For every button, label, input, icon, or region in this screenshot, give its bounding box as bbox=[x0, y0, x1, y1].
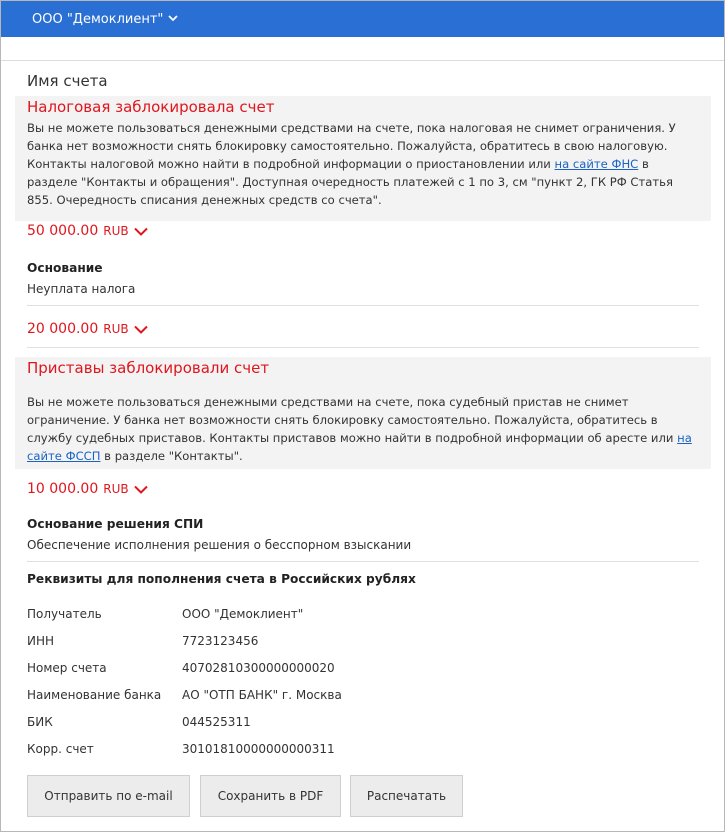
tax-block-text bbox=[27, 119, 701, 209]
header-divider bbox=[1, 60, 724, 61]
divider bbox=[27, 305, 699, 306]
tax-block-title: Налоговая заблокировала счет bbox=[27, 98, 275, 116]
requisites-value: 40702810300000000020 bbox=[182, 661, 335, 675]
requisites-row bbox=[27, 661, 335, 675]
requisites-key: Получатель bbox=[27, 607, 102, 621]
requisites-row bbox=[27, 634, 258, 648]
chevron-down-icon bbox=[168, 15, 178, 22]
bailiff-block-title: Приставы заблокировали счет bbox=[27, 359, 270, 377]
bailiff-block-text bbox=[27, 393, 701, 465]
save-pdf-button[interactable]: Сохранить в PDF bbox=[200, 775, 341, 817]
requisites-key: Номер счета bbox=[27, 661, 107, 675]
bailiff-amount-currency: RUB bbox=[103, 482, 129, 496]
account-title: Имя счета bbox=[27, 72, 108, 90]
tax-amount-2[interactable] bbox=[27, 321, 148, 337]
requisites-title: Реквизиты для пополнения счета в Российских рублях bbox=[27, 572, 416, 586]
requisites-value: ООО "Демоклиент" bbox=[182, 607, 304, 621]
requisites-key: БИК bbox=[27, 715, 53, 729]
tax-amount-2-currency: RUB bbox=[103, 322, 129, 336]
company-selector[interactable] bbox=[32, 12, 178, 27]
company-name: ООО "Демоклиент" bbox=[32, 11, 164, 27]
bailiff-block-text-part1: Вы не можете пользоваться денежными средствами на счете, пока судебный пристав не снимет ограничение. У банка нет возможности снять блокировку самостоятельно. Пожалуйста, обратитесь в службу судебных приставов. Контакты приставов можно найти в подробной информации об аресте или bbox=[27, 395, 678, 445]
bailiff-block-text-part2: в разделе "Контакты". bbox=[100, 449, 243, 463]
bailiff-basis-value: Обеспечение исполнения решения о бесспорном взыскании bbox=[27, 538, 412, 552]
tax-block-text-part1: Вы не можете пользоваться денежными средствами на счете, пока налоговая не снимет ограничения. У банка нет возможности снять блокировку самостоятельно. Пожалуйста, обратитесь в свою налоговую. Контакты налоговой можно найти в подробной информации о приостановлении или bbox=[27, 121, 676, 171]
divider bbox=[27, 347, 699, 348]
chevron-down-icon bbox=[134, 485, 148, 494]
tax-basis-label: Основание bbox=[27, 261, 103, 275]
requisites-row bbox=[27, 742, 335, 756]
bailiff-amount[interactable] bbox=[27, 481, 148, 497]
print-button[interactable]: Распечатать bbox=[350, 775, 463, 817]
tax-amount-1-currency: RUB bbox=[103, 224, 129, 238]
chevron-down-icon bbox=[134, 227, 148, 236]
divider bbox=[27, 561, 699, 562]
requisites-row bbox=[27, 715, 251, 729]
chevron-down-icon bbox=[134, 325, 148, 334]
requisites-row bbox=[27, 607, 303, 621]
tax-block-text-part2: в разделе "Контакты и обращения". Доступная очередность платежей с 1 по 3, см "пункт 2, ГК РФ Статья 855. Очередность списания денежных средств со счета". bbox=[27, 157, 673, 207]
requisites-value: АО "ОТП БАНК" г. Москва bbox=[182, 688, 342, 702]
top-bar bbox=[1, 1, 724, 37]
fns-site-link[interactable]: на сайте ФНС bbox=[554, 157, 639, 171]
requisites-value: 30101810000000000311 bbox=[182, 742, 335, 756]
tax-block-alert bbox=[15, 96, 711, 221]
requisites-key: Корр. счет bbox=[27, 742, 94, 756]
requisites-row bbox=[27, 688, 342, 702]
fssp-site-link[interactable]: на сайте ФССП bbox=[27, 431, 692, 463]
requisites-value: 044525311 bbox=[182, 715, 251, 729]
tax-basis-value: Неуплата налога bbox=[27, 282, 136, 296]
tax-amount-1-value: 50 000.00 bbox=[27, 223, 99, 239]
requisites-key: Наименование банка bbox=[27, 688, 162, 702]
bailiff-block-alert bbox=[15, 357, 711, 469]
send-email-button[interactable]: Отправить по e-mail bbox=[27, 775, 190, 817]
tax-amount-2-value: 20 000.00 bbox=[27, 321, 99, 337]
bailiff-basis-label: Основание решения СПИ bbox=[27, 517, 204, 531]
bailiff-amount-value: 10 000.00 bbox=[27, 481, 99, 497]
requisites-key: ИНН bbox=[27, 634, 55, 648]
requisites-value: 7723123456 bbox=[182, 634, 259, 648]
tax-amount-1[interactable] bbox=[27, 223, 148, 239]
